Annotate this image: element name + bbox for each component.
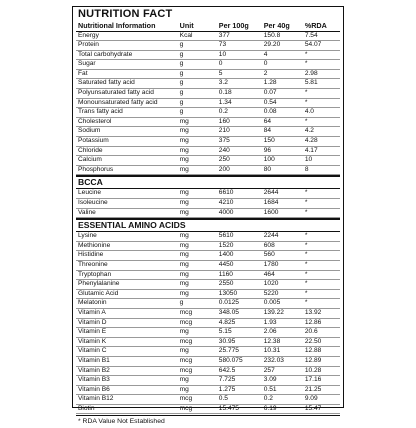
nutrient-name-cell: Vitamin B12 <box>78 395 114 403</box>
table-row <box>76 51 340 61</box>
unit-cell: g <box>179 69 184 77</box>
table-row <box>76 309 340 319</box>
nutrient-name-cell: Polyunsaturated fatty acid <box>78 89 154 97</box>
unit-cell: mg <box>179 289 189 297</box>
per-100g-cell: 580.075 <box>218 356 243 364</box>
table-row <box>76 261 340 271</box>
rda-percent-cell: * <box>304 208 308 216</box>
rda-percent-cell: * <box>304 270 308 278</box>
per-40g-cell: 0.08 <box>263 108 277 116</box>
per-40g-cell: 150.8 <box>263 31 281 39</box>
nutrient-name-cell: Glutamic Acid <box>78 289 119 297</box>
per-100g-cell: 250 <box>218 156 230 164</box>
table-row <box>76 271 340 281</box>
per-100g-cell: 4000 <box>218 208 234 216</box>
rda-percent-cell: 4.0 <box>304 108 314 116</box>
unit-cell: mg <box>179 328 189 336</box>
per-40g-cell: 10.31 <box>263 347 281 355</box>
unit-cell: mcg <box>179 404 193 412</box>
nutrient-name-cell: Fat <box>78 69 88 77</box>
per-40g-cell: 1780 <box>263 260 279 268</box>
section-heading: BCCA <box>76 175 340 189</box>
nutrient-name-cell: Tryptophan <box>78 270 112 278</box>
unit-cell: g <box>179 79 184 87</box>
per-100g-cell: 1400 <box>218 251 234 259</box>
table-row <box>76 89 340 99</box>
nutrient-name-cell: Phenylalanine <box>78 280 120 288</box>
nutrient-name-cell: Phosphorus <box>78 165 114 173</box>
nutrient-name-cell: Calcium <box>78 156 102 164</box>
nutrient-name-cell: Histidine <box>78 251 104 259</box>
nutrient-name-cell: Vitamin B2 <box>78 366 110 374</box>
per-40g-cell: 150 <box>263 137 275 145</box>
per-100g-cell: 6610 <box>218 189 234 197</box>
label-title: NUTRITION FACT <box>78 8 173 20</box>
per-40g-cell: 80 <box>263 165 272 173</box>
column-header-per-100g: Per 100g <box>218 21 249 30</box>
nutrient-name-cell: Chloride <box>78 146 103 154</box>
per-40g-cell: 257 <box>263 366 275 374</box>
per-100g-cell: 25.775 <box>218 347 239 355</box>
unit-cell: mcg <box>179 356 193 364</box>
table-row <box>76 127 340 137</box>
column-header-row <box>76 21 340 32</box>
unit-cell: mg <box>179 270 189 278</box>
per-100g-cell: 1.34 <box>218 98 232 106</box>
nutrient-name-cell: Isoleucine <box>78 199 108 206</box>
nutrient-name-cell: Vitamin K <box>78 337 107 345</box>
per-40g-cell: 1684 <box>263 199 279 206</box>
unit-cell: mg <box>179 376 189 384</box>
per-40g-cell: 2244 <box>263 232 279 240</box>
table-row <box>76 118 340 128</box>
per-40g-cell: 232.03 <box>263 356 284 364</box>
nutrient-name-cell: Methionine <box>78 241 111 249</box>
per-40g-cell: 2 <box>263 69 268 77</box>
per-100g-cell: 30.95 <box>218 337 236 345</box>
nutrient-name-cell: Monounsaturated fatty acid <box>78 98 158 106</box>
table-row <box>76 137 340 147</box>
per-100g-cell: 240 <box>218 146 230 154</box>
unit-cell: mg <box>179 347 189 355</box>
unit-cell: mg <box>179 146 189 154</box>
rda-percent-cell: 12.88 <box>304 347 322 355</box>
nutrient-name-cell: Melatonin <box>78 299 107 307</box>
table-row <box>76 108 340 118</box>
per-40g-cell: 3.09 <box>263 376 277 384</box>
table-row <box>76 79 340 89</box>
nutrient-name-cell: Leucine <box>78 189 102 197</box>
table-row <box>76 41 340 51</box>
nutrient-name-cell: Threonine <box>78 260 108 268</box>
per-40g-cell: 608 <box>263 241 275 249</box>
per-40g-cell: 0.2 <box>263 395 273 403</box>
unit-cell: mg <box>179 117 189 125</box>
unit-cell: mcg <box>179 308 193 316</box>
per-40g-cell: 1.28 <box>263 79 277 87</box>
unit-cell: g <box>179 98 184 106</box>
nutrition-table-body <box>76 32 340 415</box>
unit-cell: g <box>179 50 184 58</box>
unit-cell: mg <box>179 156 189 164</box>
per-40g-cell: 2644 <box>263 189 279 197</box>
nutrient-name-cell: Vitamin B6 <box>78 385 110 393</box>
table-row <box>76 357 340 367</box>
rda-percent-cell: 9.09 <box>304 395 318 403</box>
unit-cell: mg <box>179 165 189 173</box>
per-100g-cell: 5 <box>218 69 223 77</box>
unit-cell: g <box>179 89 184 97</box>
per-40g-cell: 560 <box>263 251 275 259</box>
rda-percent-cell: 13.92 <box>304 308 322 316</box>
per-40g-cell: 1020 <box>263 280 279 288</box>
per-40g-cell: 5220 <box>263 289 279 297</box>
rda-percent-cell: * <box>304 241 308 249</box>
nutrient-name-cell: Vitamin B1 <box>78 356 110 364</box>
table-row <box>76 147 340 157</box>
per-40g-cell: 100 <box>263 156 275 164</box>
unit-cell: mg <box>179 199 189 206</box>
per-40g-cell: 0.54 <box>263 98 277 106</box>
rda-percent-cell: 10.28 <box>304 366 322 374</box>
nutrient-name-cell: Protein <box>78 41 99 49</box>
rda-percent-cell: 54.07 <box>304 41 322 49</box>
per-40g-cell: 0.07 <box>263 89 277 97</box>
table-row <box>76 280 340 290</box>
rda-percent-cell: 22.50 <box>304 337 322 345</box>
unit-cell: mcg <box>179 318 193 326</box>
unit-cell: g <box>179 299 184 307</box>
table-row <box>76 166 340 176</box>
per-100g-cell: 0.0125 <box>218 299 239 307</box>
per-100g-cell: 73 <box>218 41 227 49</box>
rda-percent-cell: * <box>304 117 308 125</box>
nutrient-name-cell: Sugar <box>78 60 96 68</box>
nutrient-name-cell: Saturated fatty acid <box>78 79 135 87</box>
nutrient-name-cell: Energy <box>78 31 99 39</box>
per-40g-cell: 0.51 <box>263 385 277 393</box>
per-40g-cell: 96 <box>263 146 272 154</box>
per-100g-cell: 1.275 <box>218 385 236 393</box>
table-row <box>76 199 340 209</box>
nutrient-name-cell: Total carbohydrate <box>78 50 133 58</box>
table-row <box>76 60 340 70</box>
table-row <box>76 328 340 338</box>
rda-percent-cell: 2.98 <box>304 69 318 77</box>
unit-cell: mg <box>179 137 189 145</box>
unit-cell: mg <box>179 385 189 393</box>
rda-percent-cell: * <box>304 232 308 240</box>
per-40g-cell: 64 <box>263 117 272 125</box>
nutrient-name-cell: Vitamin D <box>78 318 107 326</box>
nutrient-name-cell: Lysine <box>78 232 97 240</box>
unit-cell: Kcal <box>179 31 193 39</box>
per-100g-cell: 1160 <box>218 270 233 278</box>
rda-percent-cell: 15.47 <box>304 404 322 412</box>
per-100g-cell: 642.5 <box>218 366 236 374</box>
per-100g-cell: 15.475 <box>218 404 239 412</box>
per-100g-cell: 0.2 <box>218 108 228 116</box>
nutrient-name-cell: Vitamin A <box>78 308 106 316</box>
section-heading: ESSENTIAL AMINO ACIDS <box>76 218 340 232</box>
rda-percent-cell: 5.81 <box>304 79 318 87</box>
table-row <box>76 232 340 242</box>
unit-cell: mg <box>179 260 189 268</box>
unit-cell: mcg <box>179 366 193 374</box>
unit-cell: mg <box>179 208 189 216</box>
nutrient-name-cell: Cholesterol <box>78 117 112 125</box>
per-100g-cell: 200 <box>218 165 230 173</box>
rda-percent-cell: 10 <box>304 156 313 164</box>
table-row <box>76 347 340 357</box>
rda-percent-cell: 4.17 <box>304 146 318 154</box>
per-100g-cell: 0.5 <box>218 395 228 403</box>
per-100g-cell: 4.825 <box>218 318 236 326</box>
per-100g-cell: 2550 <box>218 280 234 288</box>
nutrient-name-cell: Potassium <box>78 137 109 145</box>
rda-percent-cell: * <box>304 89 308 97</box>
unit-cell: mg <box>179 280 189 288</box>
per-100g-cell: 210 <box>218 127 230 135</box>
per-40g-cell: 6.19 <box>263 404 277 412</box>
unit-cell: mcg <box>179 337 193 345</box>
per-40g-cell: 84 <box>263 127 272 135</box>
table-row <box>76 319 340 329</box>
per-100g-cell: 0 <box>218 60 223 68</box>
unit-cell: g <box>179 60 184 68</box>
rda-footnote: * RDA Value Not Established <box>76 415 340 428</box>
column-header-rda: %RDA <box>304 21 327 30</box>
nutrient-name-cell: Trans fatty acid <box>78 108 123 116</box>
table-row <box>76 242 340 252</box>
table-row <box>76 32 340 42</box>
per-40g-cell: 1600 <box>263 208 279 216</box>
per-100g-cell: 5610 <box>218 232 234 240</box>
table-row <box>76 70 340 80</box>
per-40g-cell: 12.38 <box>263 337 281 345</box>
rda-percent-cell: * <box>304 98 308 106</box>
unit-cell: mg <box>179 127 189 135</box>
rda-percent-cell: * <box>304 251 308 259</box>
per-100g-cell: 5.15 <box>218 328 232 336</box>
unit-cell: g <box>179 108 184 116</box>
rda-percent-cell: 12.89 <box>304 356 322 364</box>
nutrient-name-cell: Sodium <box>78 127 101 135</box>
nutrient-name-cell: Valine <box>78 208 96 216</box>
table-row <box>76 290 340 300</box>
table-row <box>76 405 340 415</box>
per-40g-cell: 139.22 <box>263 308 284 316</box>
per-100g-cell: 3.2 <box>218 79 228 87</box>
unit-cell: mg <box>179 232 189 240</box>
rda-percent-cell: * <box>304 289 308 297</box>
nutrient-name-cell: Biotin <box>78 404 95 412</box>
rda-percent-cell: 20.6 <box>304 328 318 336</box>
nutrition-fact-label <box>72 6 344 426</box>
rda-percent-cell: * <box>304 60 308 68</box>
per-100g-cell: 377 <box>218 31 230 39</box>
rda-percent-cell: 4.2 <box>304 127 314 135</box>
rda-percent-cell: 21.25 <box>304 385 322 393</box>
per-100g-cell: 4210 <box>218 199 234 206</box>
per-100g-cell: 348.05 <box>218 308 239 316</box>
rda-percent-cell: * <box>304 50 308 58</box>
per-100g-cell: 13050 <box>218 289 238 297</box>
rda-percent-cell: 7.54 <box>304 31 318 39</box>
nutrient-name-cell: Vitamin C <box>78 347 107 355</box>
rda-percent-cell: * <box>304 189 308 197</box>
per-100g-cell: 160 <box>218 117 230 125</box>
table-row <box>76 338 340 348</box>
per-100g-cell: 10 <box>218 50 227 58</box>
table-row <box>76 299 340 309</box>
per-100g-cell: 1520 <box>218 241 234 249</box>
nutrient-name-cell: Vitamin E <box>78 328 107 336</box>
rda-percent-cell: 4.28 <box>304 137 318 145</box>
per-40g-cell: 1.93 <box>263 318 277 326</box>
rda-percent-cell: * <box>304 260 308 268</box>
column-header-per-40g: Per 40g <box>263 21 290 30</box>
unit-cell: mg <box>179 251 189 259</box>
rda-percent-cell: 12.86 <box>304 318 322 326</box>
rda-percent-cell: * <box>304 299 308 307</box>
table-row <box>76 376 340 386</box>
nutrient-name-cell: Vitamin B3 <box>78 376 110 384</box>
per-40g-cell: 29.20 <box>263 41 281 49</box>
rda-percent-cell: 17.16 <box>304 376 322 384</box>
per-100g-cell: 375 <box>218 137 230 145</box>
rda-percent-cell: 8 <box>304 165 309 173</box>
table-row <box>76 209 340 219</box>
table-row <box>76 189 340 199</box>
rda-percent-cell: * <box>304 199 308 206</box>
per-40g-cell: 4 <box>263 50 268 58</box>
column-header-unit: Unit <box>179 21 194 30</box>
unit-cell: mg <box>179 189 189 197</box>
table-row <box>76 156 340 166</box>
table-row <box>76 386 340 396</box>
per-100g-cell: 4450 <box>218 260 234 268</box>
per-40g-cell: 0 <box>263 60 268 68</box>
per-40g-cell: 0.005 <box>263 299 281 307</box>
column-header-nutrient: Nutritional Information <box>78 21 156 30</box>
unit-cell: g <box>179 41 184 49</box>
table-row <box>76 251 340 261</box>
table-row <box>76 395 340 405</box>
table-row <box>76 99 340 109</box>
per-40g-cell: 2.06 <box>263 328 277 336</box>
rda-percent-cell: * <box>304 280 308 288</box>
per-40g-cell: 464 <box>263 270 275 278</box>
unit-cell: mcg <box>179 395 193 403</box>
per-100g-cell: 0.18 <box>218 89 232 97</box>
per-100g-cell: 7.725 <box>218 376 236 384</box>
unit-cell: mg <box>179 241 189 249</box>
table-row <box>76 367 340 377</box>
